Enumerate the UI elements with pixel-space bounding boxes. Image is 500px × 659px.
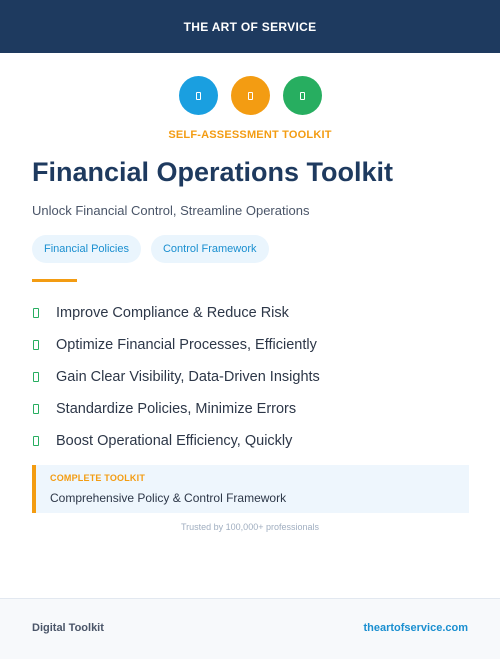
benefit-text: Gain Clear Visibility, Data-Driven Insights — [56, 369, 320, 385]
document-icon — [231, 76, 270, 115]
website-link[interactable]: theartofservice.com — [363, 622, 468, 634]
benefit-list — [32, 297, 320, 457]
check-icon — [33, 308, 39, 318]
check-icon — [33, 404, 39, 414]
accent-divider — [32, 279, 77, 282]
header-bar — [0, 0, 500, 53]
check-icon — [33, 372, 39, 382]
page-subtitle: Unlock Financial Control, Streamline Operations — [32, 203, 310, 218]
benefit-text: Standardize Policies, Minimize Errors — [56, 401, 297, 417]
brand-name: THE ART OF SERVICE — [183, 19, 317, 34]
icon-row — [0, 76, 500, 115]
callout-label: COMPLETE TOOLKIT — [50, 473, 146, 483]
page-title: Financial Operations Toolkit — [32, 157, 394, 187]
document-icon — [179, 76, 218, 115]
check-icon — [33, 340, 39, 350]
tag-financial-policies: Financial Policies — [32, 235, 141, 263]
benefit-item — [32, 425, 320, 457]
benefit-text: Boost Operational Efficiency, Quickly — [56, 433, 293, 449]
tag-control-framework: Control Framework — [151, 235, 269, 263]
benefit-text: Improve Compliance & Reduce Risk — [56, 305, 289, 321]
benefit-item — [32, 361, 320, 393]
benefit-item — [32, 329, 320, 361]
tag-list — [32, 235, 269, 263]
benefit-item — [32, 393, 320, 425]
callout-text: Comprehensive Policy & Control Framework — [50, 491, 287, 505]
kicker-label: SELF-ASSESSMENT TOOLKIT — [168, 129, 332, 141]
callout-box — [32, 465, 469, 513]
document-icon — [283, 76, 322, 115]
benefit-item — [32, 297, 320, 329]
trust-line: Trusted by 100,000+ professionals — [180, 522, 319, 532]
benefit-text: Optimize Financial Processes, Efficiently — [56, 337, 317, 353]
footer — [0, 598, 500, 659]
check-icon — [33, 436, 39, 446]
footer-label: Digital Toolkit — [32, 622, 104, 634]
